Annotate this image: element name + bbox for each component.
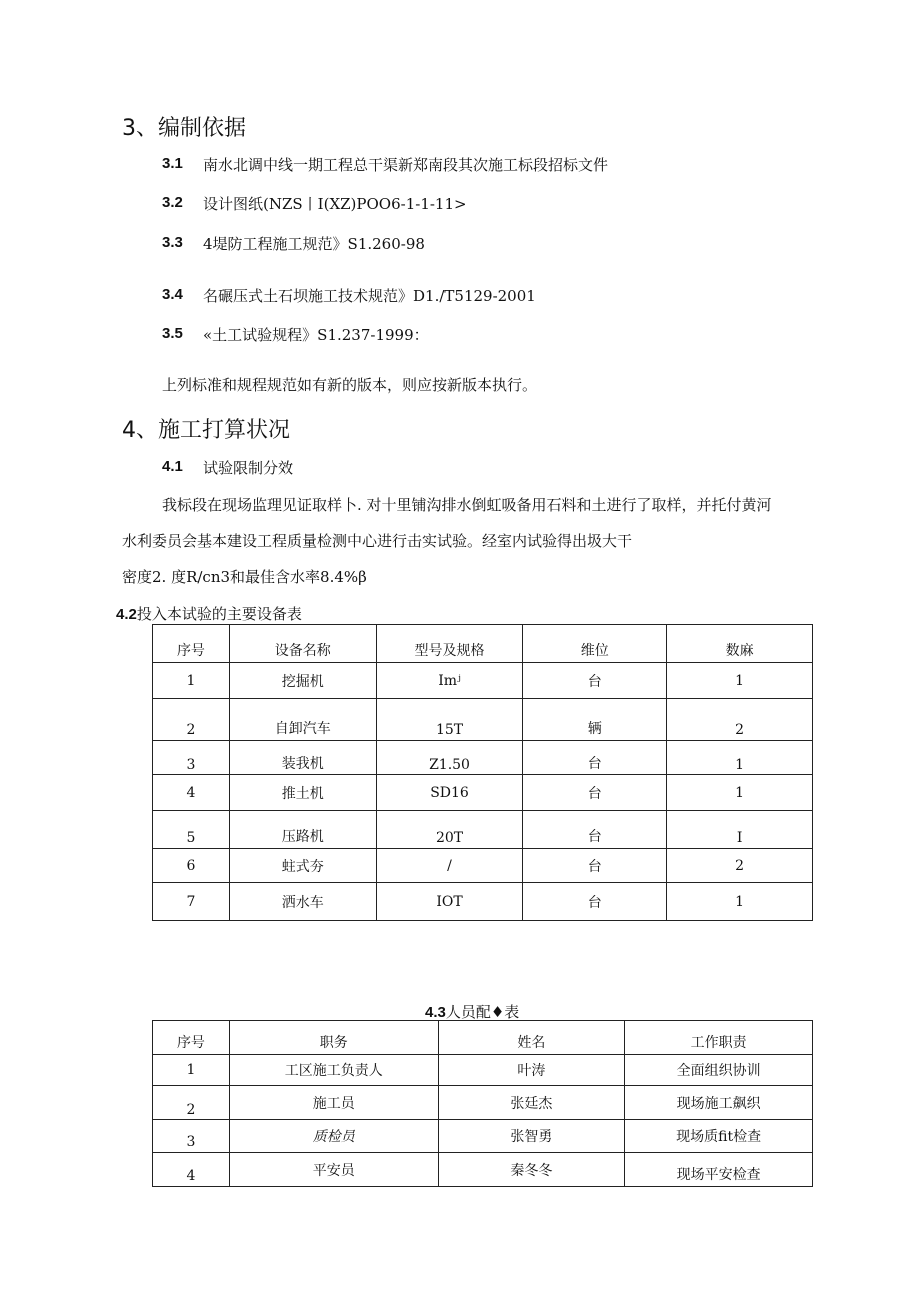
cell-name: 叶涛 (438, 1055, 625, 1086)
cell-quantity: 1 (667, 741, 813, 775)
table-row (153, 1153, 813, 1187)
cell-name: 张智勇 (438, 1120, 625, 1153)
cell-unit: 台 (523, 663, 667, 699)
cell-position: 工区施工负责人 (229, 1055, 438, 1086)
cell-position: 施工员 (229, 1086, 438, 1120)
cell-duties: 现场施工飙织 (625, 1086, 813, 1120)
header-model: 型号及规格 (376, 625, 523, 663)
cell-quantity: 2 (667, 849, 813, 883)
table-row (153, 849, 813, 883)
paragraph-line-3: 密度2. 度R∕cn3和最佳含水率8.4%β (122, 568, 367, 586)
cell-model: Imʲ (376, 663, 523, 699)
paragraph-line-1: 我标段在现场监理见证取样卜. 对十里铺沟排水倒虹吸备用石料和土进行了取样，并托付黄河 (162, 496, 772, 514)
equipment-caption-text: 投入本试验的主要设备表 (136, 605, 302, 623)
header-seq: 序号 (153, 1021, 230, 1055)
cell-seq: 7 (153, 883, 230, 921)
item-4-1-title: 试验限制分效 (203, 459, 294, 477)
cell-model: SD16 (376, 775, 523, 811)
cell-seq: 1 (153, 1055, 230, 1086)
section-4-heading: 4、施工打算状况 (122, 418, 290, 443)
item-3-3-number: 3.3 (162, 234, 183, 251)
cell-model: 20T (376, 811, 523, 849)
cell-name: 张廷杰 (438, 1086, 625, 1120)
section-3-heading: 3、编制依据 (122, 116, 246, 141)
cell-position: 平安员 (229, 1153, 438, 1187)
equipment-table (152, 624, 813, 921)
cell-quantity: 1 (667, 663, 813, 699)
cell-position: 质检员 (229, 1120, 438, 1153)
cell-seq: 4 (153, 1153, 230, 1187)
cell-model: Z1.50 (376, 741, 523, 775)
cell-equipment-name: 蛀式夯 (229, 849, 376, 883)
cell-duties: 现场质fit检查 (625, 1120, 813, 1153)
personnel-table (152, 1020, 813, 1187)
item-3-1-text: 南水北调中线一期工程总干渠新郑南段其次施工标段招标文件 (203, 156, 609, 174)
header-position: 职务 (229, 1021, 438, 1055)
personnel-header-row (153, 1021, 813, 1055)
cell-model: / (376, 849, 523, 883)
table-row (153, 775, 813, 811)
cell-seq: 1 (153, 663, 230, 699)
table-row (153, 741, 813, 775)
table-row (153, 1055, 813, 1086)
table-row (153, 699, 813, 741)
cell-unit: 台 (523, 849, 667, 883)
cell-quantity: 1 (667, 883, 813, 921)
cell-equipment-name: 推土机 (229, 775, 376, 811)
header-duties: 工作职责 (625, 1021, 813, 1055)
cell-quantity: 1 (667, 775, 813, 811)
header-equipment-name: 设备名称 (229, 625, 376, 663)
section-3-note: 上列标准和规程规范如有新的版本，则应按新版本执行。 (162, 376, 538, 394)
header-seq: 序号 (153, 625, 230, 663)
cell-seq: 4 (153, 775, 230, 811)
personnel-caption-text: 人员配♦表 (445, 1003, 520, 1021)
cell-seq: 3 (153, 1120, 230, 1153)
cell-unit: 辆 (523, 699, 667, 741)
item-3-4-text: 名碾压式土石坝施工技术规范》D1./T5129-2001 (203, 287, 536, 305)
cell-seq: 2 (153, 699, 230, 741)
equipment-header-row (153, 625, 813, 663)
cell-model: IOT (376, 883, 523, 921)
item-4-1-number: 4.1 (162, 458, 183, 475)
cell-unit: 台 (523, 883, 667, 921)
item-3-5-number: 3.5 (162, 325, 183, 342)
personnel-caption-number: 4.3 (425, 1004, 446, 1021)
item-3-5-text: «土工试验规程》S1.237-1999： (203, 326, 429, 344)
table-row (153, 1086, 813, 1120)
item-3-4-number: 3.4 (162, 286, 183, 303)
table-row (153, 1120, 813, 1153)
cell-duties: 现场平安检查 (625, 1153, 813, 1187)
cell-seq: 6 (153, 849, 230, 883)
table-row (153, 811, 813, 849)
item-3-2-text: 设计图纸(NZS丨I(XZ)POO6-1-1-11> (203, 195, 467, 213)
cell-quantity: 2 (667, 699, 813, 741)
cell-model: 15T (376, 699, 523, 741)
cell-equipment-name: 自卸汽车 (229, 699, 376, 741)
table-row (153, 883, 813, 921)
cell-duties: 全面组织协训 (625, 1055, 813, 1086)
table-row (153, 663, 813, 699)
item-3-2-number: 3.2 (162, 194, 183, 211)
cell-unit: 台 (523, 741, 667, 775)
cell-quantity: I (667, 811, 813, 849)
header-quantity: 数麻 (667, 625, 813, 663)
cell-seq: 5 (153, 811, 230, 849)
cell-equipment-name: 挖掘机 (229, 663, 376, 699)
cell-unit: 台 (523, 811, 667, 849)
cell-seq: 3 (153, 741, 230, 775)
header-name: 姓名 (438, 1021, 625, 1055)
header-unit: 维位 (523, 625, 667, 663)
cell-unit: 台 (523, 775, 667, 811)
item-3-3-text: 4堤防工程施工规范》S1.260-98 (203, 235, 425, 253)
paragraph-line-2: 水利委员会基本建设工程质量检测中心进行击实试验。经室内试验得出圾大干 (122, 532, 633, 550)
item-3-1-number: 3.1 (162, 155, 183, 172)
cell-seq: 2 (153, 1086, 230, 1120)
equipment-table-caption (116, 603, 302, 624)
cell-equipment-name: 装我机 (229, 741, 376, 775)
cell-equipment-name: 洒水车 (229, 883, 376, 921)
equipment-caption-number: 4.2 (116, 606, 137, 623)
cell-name: 秦冬冬 (438, 1153, 625, 1187)
personnel-table-caption (425, 1001, 519, 1022)
cell-equipment-name: 压路机 (229, 811, 376, 849)
